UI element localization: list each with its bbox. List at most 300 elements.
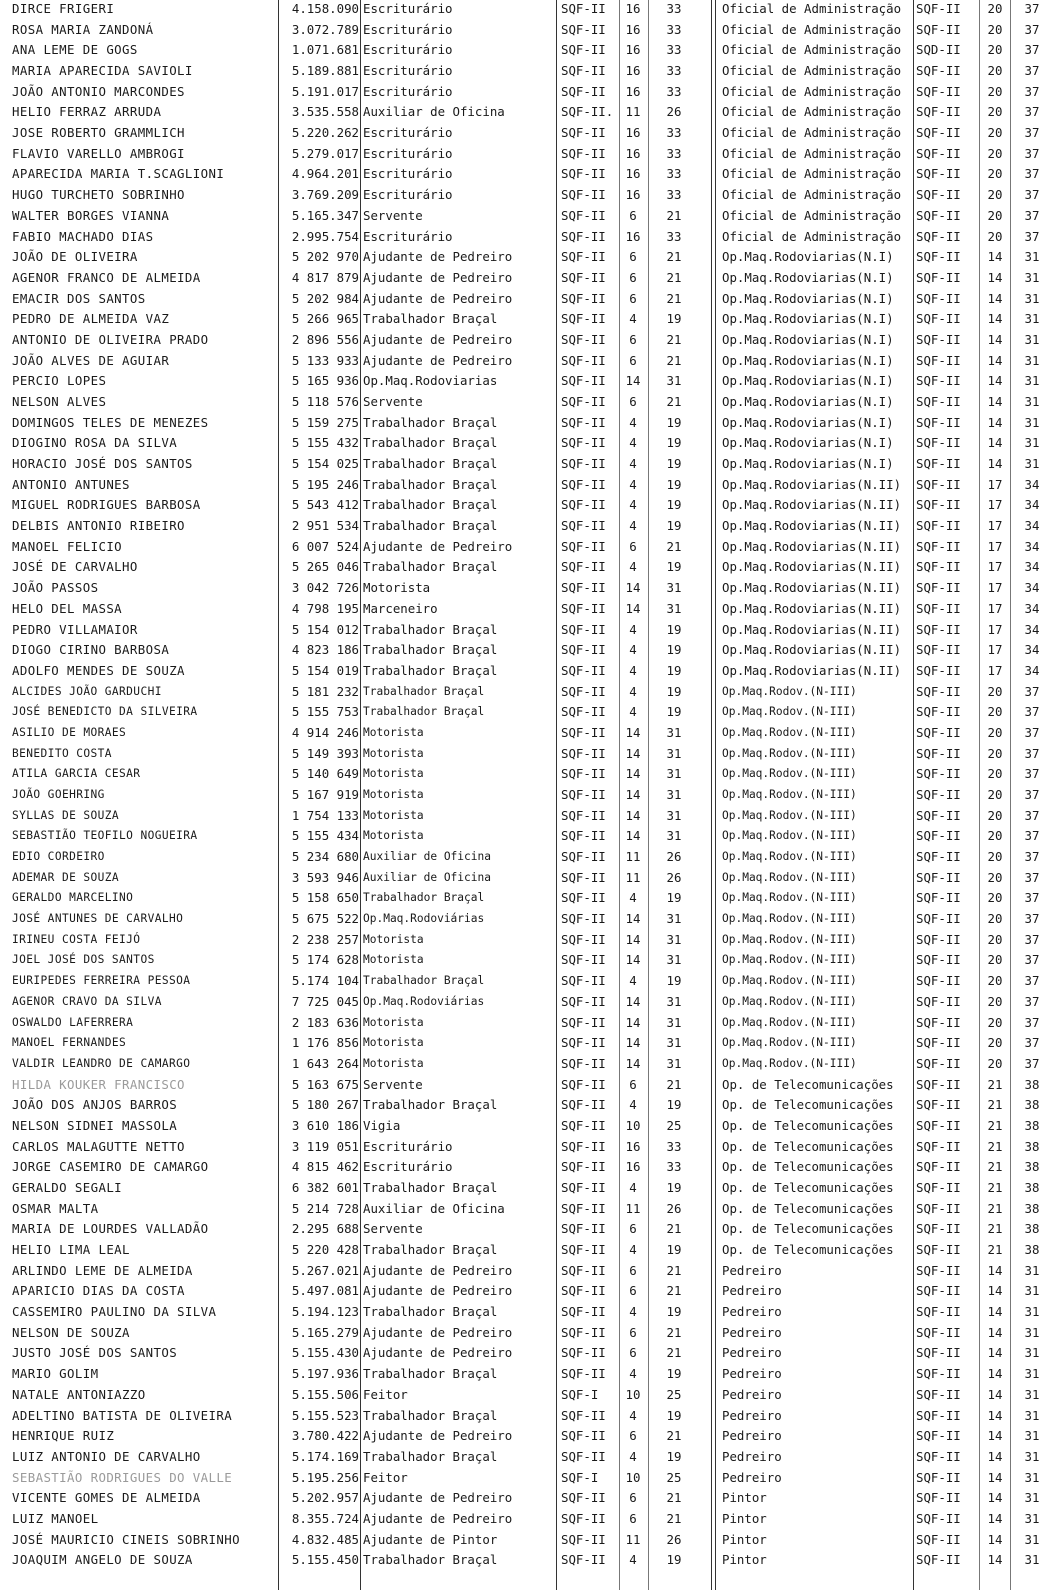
new-level: 17 — [987, 518, 1003, 534]
table-row — [0, 826, 1053, 846]
new-position: Op.Maq.Rodov.(N-III) — [722, 932, 857, 946]
current-table: SQF-II — [561, 724, 606, 740]
new-position: Op.Maq.Rodoviarias(N.I) — [722, 311, 894, 327]
current-position: Trabalhador Braçal — [363, 414, 498, 430]
new-grade: 38 — [1024, 1200, 1040, 1216]
employee-name: DELBIS ANTONIO RIBEIRO — [12, 518, 185, 534]
current-table: SQF-II — [561, 662, 606, 678]
current-level: 6 — [629, 1490, 637, 1506]
new-level: 17 — [987, 642, 1003, 658]
registration-number: 5 154 019 — [291, 662, 359, 678]
table-row — [0, 1054, 1053, 1074]
registration-number: 2 896 556 — [291, 331, 359, 347]
current-level: 14 — [625, 828, 641, 844]
current-grade: 19 — [666, 1407, 682, 1423]
current-grade: 31 — [666, 911, 682, 927]
new-table: SQF-II — [916, 828, 961, 844]
new-grade: 31 — [1024, 1552, 1040, 1568]
current-level: 6 — [629, 394, 637, 409]
registration-number: 5 159 275 — [291, 414, 359, 430]
new-position: Oficial de Administração — [722, 21, 902, 37]
current-position: Trabalhador Braçal — [363, 1180, 498, 1195]
table-row — [0, 785, 1053, 805]
new-grade: 31 — [1024, 290, 1040, 306]
current-position: Motorista — [363, 953, 424, 967]
table-row — [0, 185, 1053, 205]
current-level: 4 — [629, 621, 637, 637]
current-table: SQF-II — [561, 600, 606, 616]
new-table: SQF-II — [916, 311, 961, 327]
registration-number: 5 165 936 — [291, 373, 359, 389]
current-grade: 19 — [666, 435, 682, 451]
new-grade: 31 — [1024, 1407, 1040, 1423]
employee-name: IRINEU COSTA FEIJÓ — [12, 932, 141, 946]
new-level: 17 — [987, 662, 1003, 678]
employee-name: HORACIO JOSÉ DOS SANTOS — [12, 456, 193, 472]
current-grade: 31 — [666, 766, 682, 782]
new-level: 21 — [987, 1076, 1003, 1092]
current-level: 14 — [625, 600, 641, 616]
current-position: Marceneiro — [363, 600, 438, 616]
new-level: 14 — [987, 1262, 1003, 1278]
current-table: SQF-II — [561, 1531, 606, 1547]
new-level: 14 — [987, 394, 1003, 409]
current-table: SQF-II — [561, 849, 606, 865]
current-level: 14 — [625, 931, 641, 947]
current-grade: 26 — [666, 104, 682, 120]
current-level: 16 — [625, 166, 641, 182]
new-table: SQF-II — [916, 435, 961, 451]
new-table: SQF-II — [916, 373, 961, 389]
current-position: Escriturário — [363, 166, 453, 182]
current-level: 14 — [625, 724, 641, 740]
new-grade: 37 — [1024, 745, 1040, 761]
new-level: 14 — [987, 1304, 1003, 1320]
current-grade: 19 — [666, 1242, 682, 1258]
new-grade: 38 — [1024, 1076, 1040, 1092]
current-level: 11 — [625, 849, 641, 865]
current-level: 6 — [629, 1262, 637, 1278]
employee-name: APARECIDA MARIA T.SCAGLIONI — [12, 166, 225, 182]
current-grade: 26 — [666, 1531, 682, 1547]
new-position: Op. de Telecomunicações — [722, 1097, 894, 1113]
table-row — [0, 144, 1053, 164]
new-table: SQF-II — [916, 83, 961, 99]
table-row — [0, 599, 1053, 619]
registration-number: 5 154 025 — [291, 456, 359, 472]
new-grade: 34 — [1024, 538, 1040, 554]
new-position: Pintor — [722, 1531, 767, 1547]
registration-number: 6 007 524 — [291, 538, 359, 554]
employee-name: ADELTINO BATISTA DE OLIVEIRA — [12, 1407, 233, 1423]
current-grade: 26 — [666, 849, 682, 865]
current-position: Ajudante de Pedreiro — [363, 249, 513, 265]
employee-name: GERALDO MARCELINO — [12, 891, 134, 905]
current-table: SQF-II — [561, 1283, 606, 1299]
new-position: Pedreiro — [722, 1345, 782, 1361]
employee-name: FABIO MACHADO DIAS — [12, 228, 154, 244]
new-position: Pedreiro — [722, 1469, 782, 1485]
new-table: SQF-II — [916, 1407, 961, 1423]
table-row — [0, 309, 1053, 329]
table-row — [0, 1364, 1053, 1384]
current-grade: 21 — [666, 1428, 682, 1444]
current-grade: 33 — [666, 1159, 682, 1175]
new-table: SQF-II — [916, 1, 961, 16]
registration-number: 5.165.347 — [291, 207, 359, 223]
current-grade: 19 — [666, 704, 682, 720]
current-table: SQF-II — [561, 993, 606, 1009]
table-row — [0, 268, 1053, 288]
registration-number: 5.189.881 — [291, 63, 359, 79]
current-grade: 33 — [666, 125, 682, 141]
new-grade: 37 — [1024, 952, 1040, 968]
current-grade: 21 — [666, 352, 682, 368]
registration-number: 5 155 434 — [291, 828, 359, 844]
current-table: SQF-II — [561, 145, 606, 161]
current-level: 4 — [629, 1242, 637, 1258]
table-row — [0, 744, 1053, 764]
employee-name: JOSÉ BENEDICTO DA SILVEIRA — [12, 705, 198, 719]
registration-number: 1 754 133 — [291, 807, 359, 823]
current-position: Trabalhador Braçal — [363, 662, 498, 678]
current-grade: 19 — [666, 311, 682, 327]
new-table: SQF-II — [916, 1221, 961, 1237]
employee-name: VALDIR LEANDRO DE CAMARGO — [12, 1056, 191, 1070]
current-position: Ajudante de Pedreiro — [363, 1324, 513, 1340]
current-grade: 31 — [666, 931, 682, 947]
employee-name: BENEDITO COSTA — [12, 746, 112, 760]
current-table: SQF-II — [561, 373, 606, 389]
new-grade: 38 — [1024, 1097, 1040, 1113]
new-table: SQF-II — [916, 166, 961, 182]
current-position: Trabalhador Braçal — [363, 1242, 498, 1258]
new-position: Op.Maq.Rodov.(N-III) — [722, 767, 857, 781]
new-grade: 37 — [1024, 766, 1040, 782]
current-table: SQF-II — [561, 1366, 606, 1382]
new-table: SQF-II — [916, 1510, 961, 1526]
new-position: Op. de Telecomunicações — [722, 1200, 894, 1216]
registration-number: 2.295 688 — [291, 1221, 359, 1237]
new-grade: 34 — [1024, 497, 1040, 513]
new-position: Oficial de Administração — [722, 228, 902, 244]
current-position: Escriturário — [363, 145, 453, 161]
new-table: SQF-II — [916, 807, 961, 823]
new-grade: 37 — [1024, 1035, 1040, 1051]
current-level: 4 — [629, 890, 637, 906]
new-table: SQF-II — [916, 331, 961, 347]
new-table: SQF-II — [916, 787, 961, 802]
new-table: SQF-II — [916, 724, 961, 740]
new-table: SQF-II — [916, 662, 961, 678]
registration-number: 5 180 267 — [291, 1097, 359, 1113]
new-grade: 34 — [1024, 600, 1040, 616]
registration-number: 5 155 753 — [291, 704, 359, 720]
table-row — [0, 1406, 1053, 1426]
new-position: Op.Maq.Rodov.(N-III) — [722, 725, 857, 739]
current-grade: 21 — [666, 1283, 682, 1299]
current-level: 6 — [629, 1283, 637, 1299]
new-table: SQF-II — [916, 642, 961, 658]
current-grade: 21 — [666, 269, 682, 285]
new-grade: 31 — [1024, 373, 1040, 389]
new-grade: 37 — [1024, 993, 1040, 1009]
new-table: SQF-II — [916, 1097, 961, 1113]
new-table: SQF-II — [916, 1200, 961, 1216]
registration-number: 5 220 428 — [291, 1242, 359, 1258]
current-level: 4 — [629, 497, 637, 513]
new-position: Oficial de Administração — [722, 145, 902, 161]
new-grade: 37 — [1024, 869, 1040, 885]
new-position: Op.Maq.Rodoviarias(N.I) — [722, 435, 894, 451]
employee-name: JOÃO DOS ANJOS BARROS — [12, 1097, 178, 1113]
current-level: 4 — [629, 1552, 637, 1568]
new-level: 17 — [987, 497, 1003, 513]
new-level: 20 — [987, 952, 1003, 968]
current-grade: 31 — [666, 807, 682, 823]
current-level: 10 — [625, 1117, 641, 1133]
current-position: Trabalhador Braçal — [363, 974, 485, 988]
new-grade: 37 — [1024, 704, 1040, 720]
new-grade: 34 — [1024, 642, 1040, 658]
current-table: SQF-II — [561, 518, 606, 534]
new-grade: 37 — [1024, 207, 1040, 223]
current-level: 4 — [629, 1097, 637, 1113]
current-position: Motorista — [363, 725, 424, 739]
current-table: SQF-II — [561, 745, 606, 761]
current-grade: 19 — [666, 518, 682, 534]
registration-number: 5 155 432 — [291, 435, 359, 451]
new-level: 20 — [987, 187, 1003, 203]
current-position: Ajudante de Pedreiro — [363, 290, 513, 306]
registration-number: 5.155.523 — [291, 1407, 359, 1423]
new-grade: 37 — [1024, 1, 1040, 16]
new-table: SQF-II — [916, 1345, 961, 1361]
current-level: 16 — [625, 1159, 641, 1175]
current-position: Ajudante de Pedreiro — [363, 538, 513, 554]
table-row — [0, 1550, 1053, 1570]
current-table: SQF-II — [561, 228, 606, 244]
employee-name: ARLINDO LEME DE ALMEIDA — [12, 1262, 193, 1278]
registration-number: 4 798 195 — [291, 600, 359, 616]
current-position: Escriturário — [363, 1, 453, 16]
registration-number: 5 265 046 — [291, 559, 359, 575]
table-row — [0, 992, 1053, 1012]
new-position: Op.Maq.Rodov.(N-III) — [722, 870, 857, 884]
table-row — [0, 1199, 1053, 1219]
current-position: Ajudante de Pedreiro — [363, 331, 513, 347]
new-level: 20 — [987, 125, 1003, 141]
current-table: SQF-II — [561, 1138, 606, 1154]
new-position: Op.Maq.Rodoviarias(N.II) — [722, 600, 902, 616]
table-row — [0, 1426, 1053, 1446]
new-level: 21 — [987, 1117, 1003, 1133]
employee-name: JUSTO JOSÉ DOS SANTOS — [12, 1345, 178, 1361]
current-table: SQF-II — [561, 1262, 606, 1278]
employee-name: LUIZ MANOEL — [12, 1510, 99, 1526]
current-table: SQF-II — [561, 1180, 606, 1195]
new-level: 21 — [987, 1159, 1003, 1175]
current-grade: 26 — [666, 869, 682, 885]
registration-number: 5.165.279 — [291, 1324, 359, 1340]
current-table: SQF-II — [561, 1324, 606, 1340]
new-level: 20 — [987, 931, 1003, 947]
new-position: Op.Maq.Rodov.(N-III) — [722, 788, 857, 801]
new-level: 20 — [987, 890, 1003, 906]
registration-number: 5.155.450 — [291, 1552, 359, 1568]
employee-name: ANA LEME DE GOGS — [12, 42, 138, 58]
employee-name: EURIPEDES FERREIRA PESSOA — [12, 974, 191, 988]
current-table: SQF-II — [561, 290, 606, 306]
current-level: 16 — [625, 187, 641, 203]
new-position: Pedreiro — [722, 1324, 782, 1340]
employee-name: DIOGO CIRINO BARBOSA — [12, 642, 170, 658]
table-row — [0, 1240, 1053, 1260]
registration-number: 3.780.422 — [291, 1428, 359, 1444]
new-table: SQF-II — [916, 1490, 961, 1506]
new-position: Oficial de Administração — [722, 104, 902, 120]
new-level: 20 — [987, 104, 1003, 120]
new-level: 17 — [987, 580, 1003, 596]
table-row — [0, 20, 1053, 40]
employee-name: JOÃO ALVES DE AGUIAR — [12, 352, 170, 368]
current-level: 6 — [629, 207, 637, 223]
table-row — [0, 930, 1053, 950]
current-position: Op.Maq.Rodoviarias — [363, 373, 498, 389]
new-level: 20 — [987, 83, 1003, 99]
new-level: 14 — [987, 269, 1003, 285]
employee-name: JOÃO GOEHRING — [12, 788, 105, 801]
new-grade: 31 — [1024, 1510, 1040, 1526]
new-table: SQF-II — [916, 1469, 961, 1485]
current-table: SQF-II — [561, 973, 606, 989]
current-level: 16 — [625, 83, 641, 99]
current-table: SQF-II — [561, 807, 606, 823]
new-table: SQF-II — [916, 145, 961, 161]
table-row — [0, 1157, 1053, 1177]
table-row — [0, 206, 1053, 226]
new-table: SQF-II — [916, 952, 961, 968]
new-table: SQF-II — [916, 249, 961, 265]
employee-name: DOMINGOS TELES DE MENEZES — [12, 414, 209, 430]
new-position: Op.Maq.Rodov.(N-III) — [722, 684, 857, 698]
registration-number: 5.174.169 — [291, 1448, 359, 1464]
current-level: 6 — [629, 1076, 637, 1092]
current-level: 11 — [625, 869, 641, 885]
new-grade: 31 — [1024, 1469, 1040, 1485]
current-grade: 19 — [666, 890, 682, 906]
current-position: Escriturário — [363, 1159, 453, 1175]
new-level: 20 — [987, 766, 1003, 782]
current-grade: 19 — [666, 642, 682, 658]
new-position: Op. de Telecomunicações — [722, 1159, 894, 1175]
current-grade: 21 — [666, 1076, 682, 1092]
new-level: 14 — [987, 414, 1003, 430]
current-grade: 31 — [666, 600, 682, 616]
employee-name: APARICIO DIAS DA COSTA — [12, 1283, 185, 1299]
employee-name: ANTONIO DE OLIVEIRA PRADO — [12, 331, 209, 347]
registration-number: 5 234 680 — [291, 849, 359, 865]
new-table: SQF-II — [916, 993, 961, 1009]
current-grade: 21 — [666, 1221, 682, 1237]
employee-name: CASSEMIRO PAULINO DA SILVA — [12, 1304, 217, 1320]
current-position: Ajudante de Pedreiro — [363, 1510, 513, 1526]
registration-number: 5 133 933 — [291, 352, 359, 368]
current-grade: 33 — [666, 42, 682, 58]
current-grade: 31 — [666, 724, 682, 740]
new-grade: 31 — [1024, 352, 1040, 368]
registration-number: 4 914 246 — [291, 724, 359, 740]
new-position: Op.Maq.Rodoviarias(N.II) — [722, 497, 902, 513]
new-level: 21 — [987, 1242, 1003, 1258]
new-position: Op.Maq.Rodoviarias(N.II) — [722, 518, 902, 534]
current-grade: 21 — [666, 1490, 682, 1506]
new-level: 14 — [987, 331, 1003, 347]
registration-number: 5 543 412 — [291, 497, 359, 513]
current-grade: 25 — [666, 1117, 682, 1133]
new-grade: 37 — [1024, 145, 1040, 161]
employee-name: ATILA GARCIA CESAR — [12, 767, 141, 781]
new-grade: 37 — [1024, 849, 1040, 865]
table-row — [0, 1468, 1053, 1488]
registration-number: 5.279.017 — [291, 145, 359, 161]
current-grade: 31 — [666, 1014, 682, 1030]
table-row — [0, 164, 1053, 184]
new-grade: 31 — [1024, 414, 1040, 430]
new-position: Op.Maq.Rodoviarias(N.I) — [722, 352, 894, 368]
current-level: 14 — [625, 766, 641, 782]
employee-name: ADOLFO MENDES DE SOUZA — [12, 662, 185, 678]
current-level: 4 — [629, 435, 637, 451]
table-row — [0, 702, 1053, 722]
new-position: Op.Maq.Rodov.(N-III) — [722, 850, 857, 864]
current-table: SQF-II — [561, 42, 606, 58]
current-position: Trabalhador Braçal — [363, 705, 485, 719]
current-grade: 31 — [666, 373, 682, 389]
new-position: Pintor — [722, 1510, 767, 1526]
new-grade: 38 — [1024, 1117, 1040, 1133]
new-level: 14 — [987, 1366, 1003, 1382]
current-level: 16 — [625, 228, 641, 244]
current-grade: 19 — [666, 662, 682, 678]
current-level: 6 — [629, 290, 637, 306]
current-position: Escriturário — [363, 42, 453, 58]
current-table: SQF-II — [561, 1159, 606, 1175]
new-grade: 34 — [1024, 518, 1040, 534]
registration-number: 3 610 186 — [291, 1117, 359, 1133]
registration-number: 3.769.209 — [291, 187, 359, 203]
new-grade: 31 — [1024, 1531, 1040, 1547]
current-grade: 19 — [666, 1304, 682, 1320]
new-grade: 37 — [1024, 828, 1040, 844]
employee-name: JOEL JOSÉ DOS SANTOS — [12, 953, 155, 967]
employee-name: NELSON DE SOUZA — [12, 1324, 130, 1340]
current-position: Trabalhador Braçal — [363, 497, 498, 513]
new-level: 14 — [987, 456, 1003, 472]
current-table: SQF-II — [561, 559, 606, 575]
current-grade: 21 — [666, 394, 682, 409]
employee-name: HENRIQUE RUIZ — [12, 1428, 115, 1444]
current-level: 4 — [629, 1180, 637, 1195]
new-grade: 37 — [1024, 104, 1040, 120]
new-table: SQF-II — [916, 1055, 961, 1071]
registration-number: 1 176 856 — [291, 1035, 359, 1051]
table-row — [0, 537, 1053, 557]
table-row — [0, 1385, 1053, 1405]
new-level: 14 — [987, 1490, 1003, 1506]
new-position: Op.Maq.Rodov.(N-III) — [722, 891, 857, 905]
current-table: SQF-II — [561, 890, 606, 906]
